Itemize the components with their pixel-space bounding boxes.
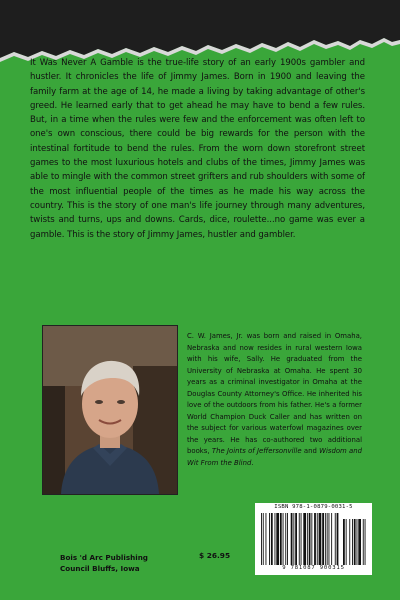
publisher-info: [60, 552, 148, 574]
barcode-bar: [266, 513, 267, 565]
barcode-bars: [261, 513, 366, 565]
price: $ 26.95: [199, 551, 231, 560]
publisher-name: Bois 'd Arc Publishing: [60, 553, 148, 562]
barcode-bar: [261, 513, 262, 565]
publisher-location: Council Bluffs, Iowa: [60, 564, 140, 573]
barcode-bar: [363, 519, 364, 565]
author-photo: [42, 325, 178, 495]
barcode-bar: [287, 513, 288, 565]
barcode-bar: [307, 513, 308, 565]
barcode: [255, 503, 372, 575]
barcode-bar: [276, 513, 279, 565]
author-bio: [187, 331, 362, 470]
barcode-bar: [357, 519, 358, 565]
barcode-bar: [271, 513, 273, 565]
barcode-bar: [327, 513, 328, 565]
barcode-bar: [285, 513, 286, 565]
barcode-bar: [349, 519, 350, 565]
barcode-bar: [331, 513, 332, 565]
book-title-2: Wisdom and Wit From the Blind: [187, 447, 362, 468]
torn-paper-top: [0, 0, 400, 62]
barcode-bar: [365, 519, 366, 565]
barcode-bar: [309, 513, 311, 565]
barcode-bar: [343, 519, 345, 565]
barcode-bar: [358, 519, 361, 565]
barcode-bar: [291, 513, 293, 565]
barcode-bar: [311, 513, 312, 565]
barcode-bar: [295, 513, 297, 565]
barcode-bar: [303, 513, 306, 565]
barcode-bar: [299, 513, 300, 565]
barcode-bar: [319, 513, 322, 565]
barcode-bar: [314, 513, 316, 565]
barcode-bar: [269, 513, 270, 565]
author-bio-and: and: [301, 447, 320, 456]
author-bio-end: .: [251, 459, 254, 468]
barcode-bar: [352, 519, 353, 565]
barcode-bar: [283, 513, 284, 565]
isbn-text: ISBN 978-1-0879-0031-5: [274, 504, 353, 510]
barcode-bar: [263, 513, 264, 565]
barcode-bar: [329, 513, 330, 565]
barcode-bar: [280, 513, 282, 565]
barcode-bar: [354, 519, 356, 565]
barcode-bar: [317, 513, 318, 565]
barcode-bar: [346, 519, 347, 565]
barcode-bar: [335, 513, 336, 565]
barcode-number: 9 781087 900315: [282, 565, 345, 571]
author-bio-text: C. W. James, Jr. was born and raised in Omaha, Nebraska and now resides in rural western Iowa with his wife, Sally. He graduated from the University of Nebraska at Omaha. He spent 30 years as a criminal investigator in Omaha at the Douglas County Attorney's Office. He inherited his love of the outdoors from his father. He's a former World Champion Duck Caller and has written on the subject for various waterfowl magazines over the years. He has co-authored two additional books,: [187, 332, 362, 456]
barcode-bar: [322, 513, 324, 565]
barcode-bar: [301, 513, 302, 565]
barcode-bar: [337, 513, 339, 565]
barcode-bar: [325, 513, 326, 565]
barcode-bar: [275, 513, 276, 565]
barcode-bar: [293, 513, 294, 565]
book-title-1: The Joints of Jeffersonville: [211, 447, 302, 456]
book-blurb: It Was Never A Gamble is the true-life story of an early 1900s gambler and hustler. It chronicles the life of Jimmy James. Born in 1900 and leaving the family farm at the age of 14, he made a living by taking advantage of other's greed. He learned early that to get ahead he may have to bend a few rules. But, in a time when the rules were few and the enforcement was often left to one's own conscious, there could be big rewards for the person with the intestinal fortitude to bend the rules. From the worn down storefront street games to the most luxurious hotels and clubs of the times, Jimmy James was able to mingle with the common street grifters and rub shoulders with some of the most influential people of the times as he made his way across the country. This is the story of one man's life journey through many adventures, twists and turns, ups and downs. Cards, dice, roulette...no game was ever a gamble. This is the story of Jimmy James, hustler and gambler.: [30, 58, 365, 240]
